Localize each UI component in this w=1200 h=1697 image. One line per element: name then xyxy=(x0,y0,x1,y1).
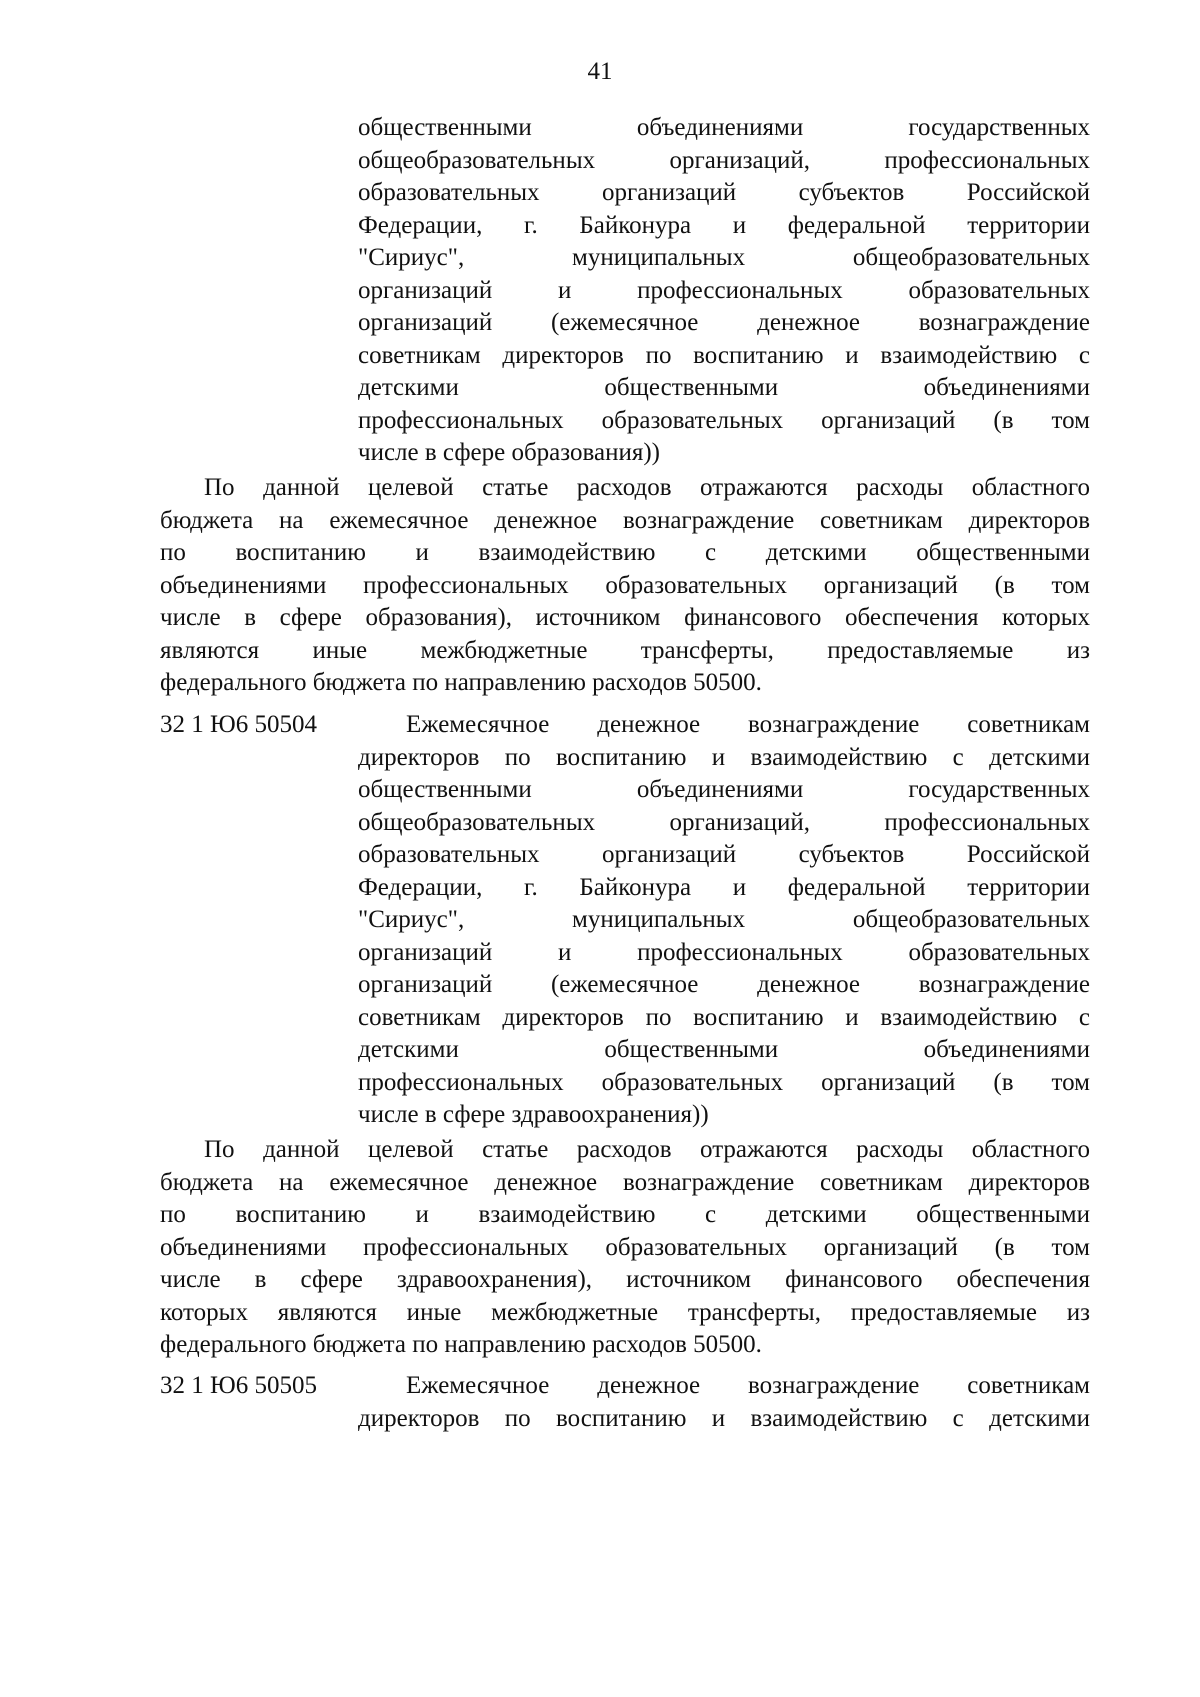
text-line: по воспитанию и взаимодействию с детскими общественными xyxy=(160,1201,1090,1228)
section3-title-first-line: Ежемесячное денежное вознаграждение советникам xyxy=(406,1372,1090,1399)
text-line: федерального бюджета по направлению расходов 50500. xyxy=(160,669,762,696)
text-line: директоров по воспитанию и взаимодействию с детскими xyxy=(358,743,1090,771)
text-line: общеобразовательных организаций, профессиональных xyxy=(358,808,1090,836)
text-line: По данной целевой статье расходов отражаются расходы областного xyxy=(204,1136,1090,1163)
text-line: бюджета на ежемесячное денежное вознаграждение советникам директоров xyxy=(160,1168,1090,1196)
text-line: федерального бюджета по направлению расходов 50500. xyxy=(160,1331,762,1358)
text-line: объединениями профессиональных образовательных организаций (в том xyxy=(160,571,1090,599)
text-line: бюджета на ежемесячное денежное вознаграждение советникам директоров xyxy=(160,506,1090,534)
text-line: которых являются иные межбюджетные трансферты, предоставляемые из xyxy=(160,1298,1090,1326)
text-line: профессиональных образовательных организаций (в том xyxy=(358,406,1090,434)
section2-code: 32 1 Ю6 50504 xyxy=(160,711,317,738)
section3-code: 32 1 Ю6 50505 xyxy=(160,1372,317,1399)
text-line: Федерации, г. Байконура и федеральной территории xyxy=(358,873,1090,901)
text-line: общественными объединениями государственных xyxy=(358,776,1090,803)
text-line: "Сириус", муниципальных общеобразовательных xyxy=(358,244,1090,271)
text-line: являются иные межбюджетные трансферты, предоставляемые из xyxy=(160,636,1090,664)
text-line: общеобразовательных организаций, профессиональных xyxy=(358,146,1090,174)
section2-paragraph xyxy=(160,1134,1090,1362)
text-line: числе в сфере образования)) xyxy=(358,439,660,466)
text-line: числе в сфере образования), источником финансового обеспечения которых xyxy=(160,604,1090,631)
section2-title xyxy=(358,742,1090,1132)
text-line: "Сириус", муниципальных общеобразовательных xyxy=(358,906,1090,933)
text-line: числе в сфере здравоохранения), источником финансового обеспечения xyxy=(160,1266,1090,1293)
text-line: числе в сфере здравоохранения)) xyxy=(358,1101,709,1128)
text-line: образовательных организаций субъектов Российской xyxy=(358,841,1090,868)
text-line: образовательных организаций субъектов Российской xyxy=(358,179,1090,206)
text-line: советникам директоров по воспитанию и взаимодействию с xyxy=(358,341,1090,369)
page-number: 41 xyxy=(587,58,613,85)
section2-title-first-line: Ежемесячное денежное вознаграждение советникам xyxy=(406,711,1090,738)
text-line: По данной целевой статье расходов отражаются расходы областного xyxy=(204,474,1090,501)
section3-title xyxy=(358,1403,1090,1436)
text-line: организаций (ежемесячное денежное вознаграждение xyxy=(358,971,1090,998)
text-line: директоров по воспитанию и взаимодействию с детскими xyxy=(358,1404,1090,1432)
text-line: организаций и профессиональных образовательных xyxy=(358,276,1090,304)
text-line: объединениями профессиональных образовательных организаций (в том xyxy=(160,1233,1090,1261)
text-line: профессиональных образовательных организаций (в том xyxy=(358,1068,1090,1096)
section1-paragraph xyxy=(160,472,1090,700)
text-line: организаций (ежемесячное денежное вознаграждение xyxy=(358,309,1090,336)
text-line: по воспитанию и взаимодействию с детскими общественными xyxy=(160,539,1090,566)
text-line: организаций и профессиональных образовательных xyxy=(358,938,1090,966)
text-line: детскими общественными объединениями xyxy=(358,1036,1090,1063)
text-line: Федерации, г. Байконура и федеральной территории xyxy=(358,211,1090,239)
text-line: советникам директоров по воспитанию и взаимодействию с xyxy=(358,1003,1090,1031)
text-line: общественными объединениями государственных xyxy=(358,114,1090,141)
text-line: детскими общественными объединениями xyxy=(358,374,1090,401)
section1-title xyxy=(358,112,1090,470)
